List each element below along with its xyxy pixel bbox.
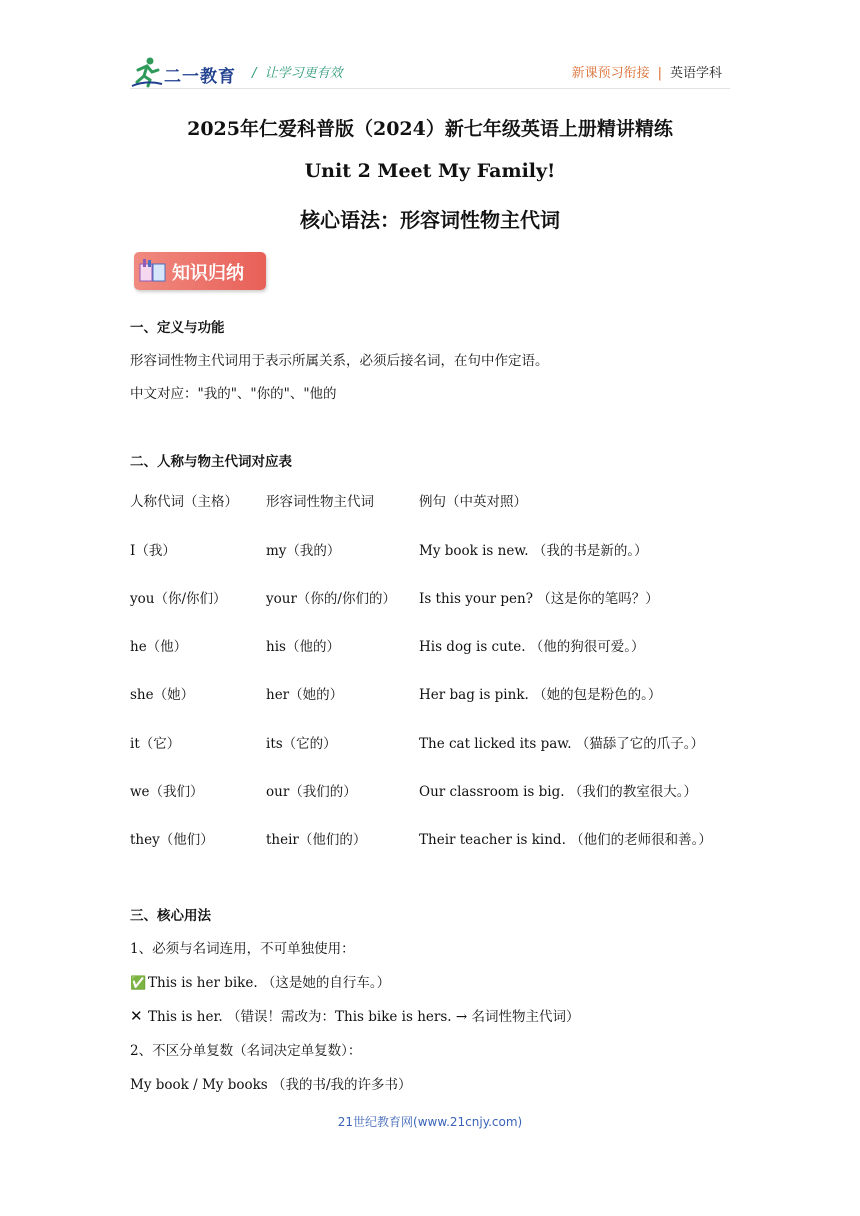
possessive-cell: its（它的） <box>266 736 337 752</box>
pronoun-cell: they（他们） <box>130 832 214 848</box>
pronoun-cell: you（你/你们） <box>130 591 227 607</box>
rule2-example: My book / My books （我的书/我的许多书） <box>130 1077 412 1093</box>
pronoun-cell: we（我们） <box>130 784 204 800</box>
header-divider <box>130 88 730 89</box>
wrong-example-text: This is her. （错误！需改为：This bike is hers. → 名词性物主代词） <box>148 1009 580 1025</box>
header-personal-pronoun: 人称代词（主格） <box>130 494 238 510</box>
section1-paragraph: 形容词性物主代词用于表示所属关系，必须后接名词，在句中作定语。 <box>130 353 549 369</box>
footer-link[interactable]: 21世纪教育网(www.21cnjy.com) <box>337 1115 523 1129</box>
rule2-text: 2、不区分单复数（名词决定单复数）： <box>130 1043 362 1059</box>
page-header <box>130 56 730 90</box>
wrong-example <box>130 1005 579 1025</box>
book-icon <box>138 258 168 284</box>
pronoun-cell: he（他） <box>130 639 188 655</box>
slogan: / 让学习更有效 <box>252 66 343 81</box>
possessive-cell: my（我的） <box>266 543 341 559</box>
example-cell: The cat licked its paw. （猫舔了它的爪子。） <box>419 736 705 752</box>
correct-example-text: This is her bike. （这是她的自行车。） <box>148 975 391 991</box>
header-example: 例句（中英对照） <box>419 494 527 510</box>
header-separator: | <box>657 66 662 81</box>
rule1-text: 1、必须与名词连用，不可单独使用： <box>130 941 355 957</box>
check-icon: ✅ <box>130 976 147 991</box>
example-cell: His dog is cute. （他的狗很可爱。） <box>419 639 645 655</box>
section1-heading: 一、定义与功能 <box>130 320 225 336</box>
correct-example <box>130 971 390 991</box>
possessive-cell: your（你的/你们的） <box>266 591 396 607</box>
header-course-label: 新课预习衔接 <box>571 66 650 81</box>
possessive-cell: her（她的） <box>266 687 344 703</box>
header-subject-label: 英语学科 <box>669 66 722 81</box>
pronoun-cell: I（我） <box>130 543 176 559</box>
possessive-cell: their（他们的） <box>266 832 367 848</box>
example-cell: My book is new. （我的书是新的。） <box>419 543 648 559</box>
section1-chinese-equivalents: 中文对应："我的"、"你的"、"他的 <box>130 386 337 402</box>
cross-icon: ✕ <box>130 1007 143 1025</box>
header-right <box>572 62 722 81</box>
example-cell: Their teacher is kind. （他们的老师很和善。） <box>419 832 712 848</box>
possessive-cell: his（他的） <box>266 639 340 655</box>
section2-heading: 二、人称与物主代词对应表 <box>130 454 292 470</box>
knowledge-summary-badge <box>134 252 266 290</box>
section3-heading: 三、核心用法 <box>130 908 211 924</box>
example-cell: Her bag is pink. （她的包是粉色的。） <box>419 687 662 703</box>
pronoun-cell: she（她） <box>130 687 195 703</box>
topic-title: 核心语法：形容词性物主代词 <box>300 208 560 232</box>
header-possessive-adjective: 形容词性物主代词 <box>266 494 374 510</box>
logo-text: 二一教育 <box>164 67 236 87</box>
possessive-cell: our（我们的） <box>266 784 357 800</box>
runner-logo-icon <box>130 56 164 88</box>
badge-label: 知识归纳 <box>172 263 244 284</box>
doc-title: 2025年仁爱科普版（2024）新七年级英语上册精讲精练 <box>187 118 673 140</box>
pronoun-cell: it（它） <box>130 736 181 752</box>
unit-title: Unit 2 Meet My Family! <box>304 160 556 182</box>
slogan-text: 让学习更有效 <box>264 66 343 81</box>
example-cell: Our classroom is big. （我们的教室很大。） <box>419 784 698 800</box>
example-cell: Is this your pen? （这是你的笔吗？） <box>419 591 659 607</box>
logo <box>130 56 236 92</box>
